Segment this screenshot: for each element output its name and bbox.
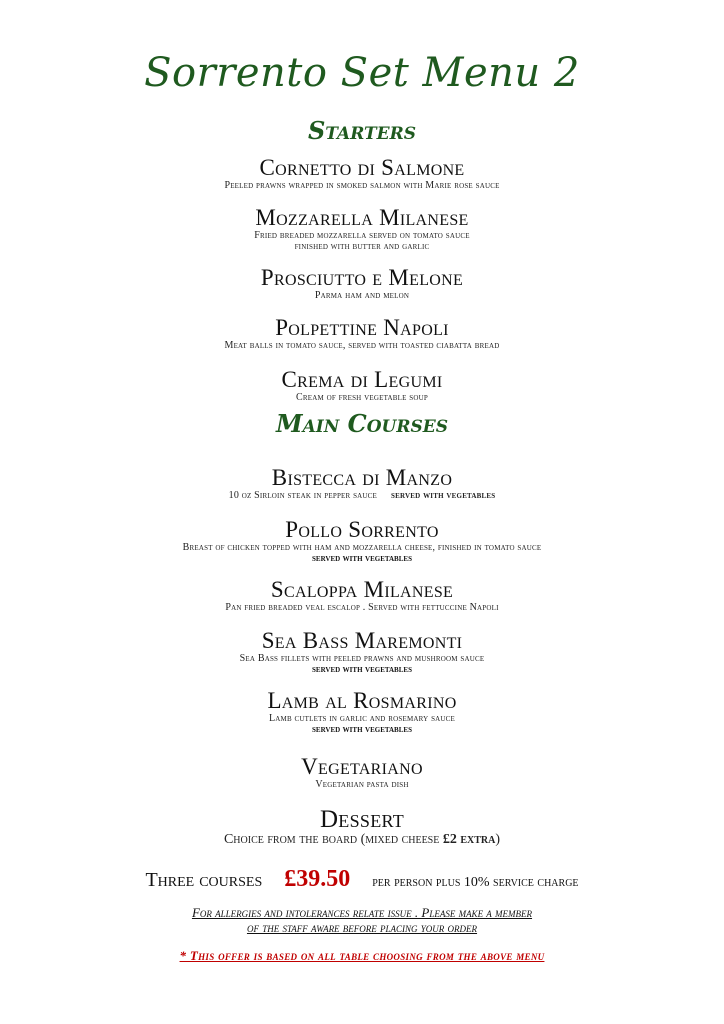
item-name: Crema di Legumi xyxy=(281,367,443,392)
offer-notice: * This offer is based on all table choosing from the above menu xyxy=(179,948,545,963)
dessert-heading: Dessert xyxy=(319,806,405,833)
allergy-notice xyxy=(0,905,724,935)
item-description: Lamb cutlets in garlic and rosemary sauce xyxy=(268,713,456,724)
item-description xyxy=(0,490,724,501)
starter-item xyxy=(0,206,724,252)
main-item xyxy=(0,466,724,501)
starter-item xyxy=(0,266,724,301)
item-description: Fried breaded mozzarella served on tomato sauce xyxy=(254,230,470,241)
served-note: served with vegetables xyxy=(391,490,496,501)
item-description: Vegetarian pasta dish xyxy=(315,779,409,790)
item-description: Pan fried breaded veal escalop . Served with fettuccine Napoli xyxy=(225,602,499,613)
dessert-item xyxy=(0,808,724,848)
dessert-description xyxy=(0,832,724,848)
item-description: Parma ham and melon xyxy=(314,290,410,301)
item-name: Sea Bass Maremonti xyxy=(261,628,463,653)
price-note: per person plus 10% service charge xyxy=(372,875,579,890)
price-amount: £39.50 xyxy=(284,866,351,892)
starter-item xyxy=(0,368,724,403)
item-name: Bistecca di Manzo xyxy=(271,465,453,490)
item-description: Cream of fresh vegetable soup xyxy=(296,392,428,403)
item-description: Peeled prawns wrapped in smoked salmon with Marie rose sauce xyxy=(224,180,500,191)
starters-heading: Starters xyxy=(307,116,417,145)
item-description: Meat balls in tomato sauce, served with toasted ciabatta bread xyxy=(224,340,500,351)
main-item xyxy=(0,578,724,613)
item-name: Lamb al Rosmarino xyxy=(267,688,457,713)
item-name: Polpettine Napoli xyxy=(275,315,449,340)
item-name: Cornetto di Salmone xyxy=(259,155,465,180)
item-name: Scaloppa Milanese xyxy=(270,577,454,602)
price-line xyxy=(0,866,724,893)
starter-item xyxy=(0,316,724,351)
item-description: Breast of chicken topped with ham and mozzarella cheese, finished in tomato sauce xyxy=(182,542,542,553)
dessert-extra: £2 extra xyxy=(442,832,496,847)
main-item xyxy=(0,755,724,790)
item-description-text: 10 oz Sirloin steak in pepper sauce xyxy=(228,490,378,501)
item-name: Prosciutto e Melone xyxy=(260,265,464,290)
served-note: served with vegetables xyxy=(312,664,412,675)
served-note: served with vegetables xyxy=(312,724,412,735)
allergy-line: For allergies and intolerances relate issue . Please make a member xyxy=(191,905,533,920)
main-item xyxy=(0,629,724,675)
price-label: Three courses xyxy=(145,869,263,891)
item-name: Pollo Sorrento xyxy=(285,517,439,542)
item-name: Vegetariano xyxy=(301,754,423,779)
item-description: Sea Bass fillets with peeled prawns and mushroom sauce xyxy=(239,653,485,664)
menu-title: Sorrento Set Menu 2 xyxy=(144,50,580,96)
served-note: served with vegetables xyxy=(312,553,412,564)
starter-item xyxy=(0,156,724,191)
main-courses-heading: Main Courses xyxy=(276,409,448,438)
allergy-line: of the staff aware before placing your order xyxy=(246,920,478,935)
main-item xyxy=(0,518,724,564)
dessert-text: Choice from the board (mixed cheese xyxy=(223,832,443,847)
main-item xyxy=(0,689,724,735)
dessert-close: ) xyxy=(495,832,501,847)
item-name: Mozzarella Milanese xyxy=(255,205,469,230)
item-description: finished with butter and garlic xyxy=(294,241,430,252)
